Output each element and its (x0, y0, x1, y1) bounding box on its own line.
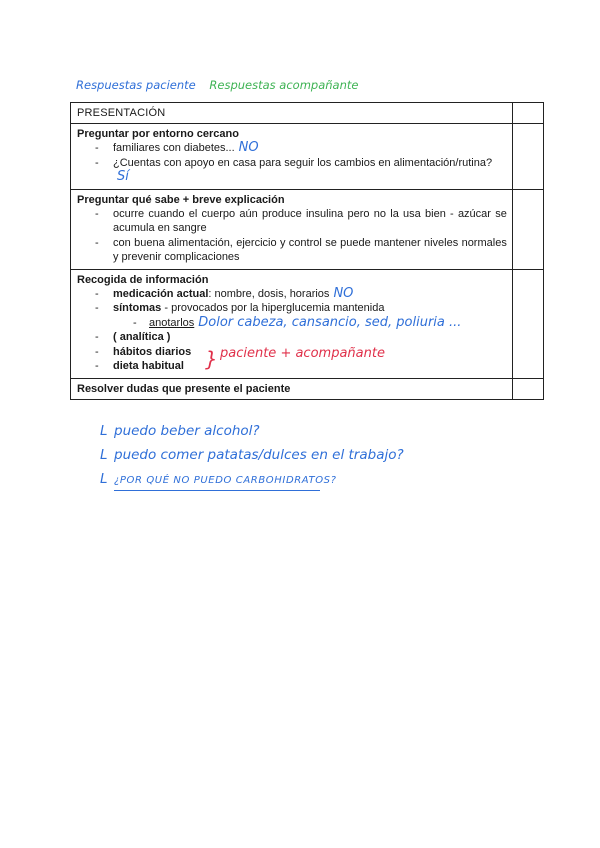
section-list (77, 141, 507, 185)
shared-answer: paciente + acompañante (220, 345, 385, 361)
header-cell (71, 103, 513, 124)
corner-arrow-icon: L (100, 423, 108, 439)
item-text: ¿Cuentas con apoyo en casa para seguir los cambios en alimentación/rutina? (113, 156, 493, 169)
legend-patient: Respuestas paciente (76, 78, 196, 92)
item-label: dieta habitual (113, 360, 184, 372)
section-row-entorno (71, 124, 544, 190)
table-header: PRESENTACIÓN (77, 107, 166, 119)
item-label: hábitos diarios (113, 345, 192, 358)
check-cell[interactable] (512, 378, 543, 399)
item-label: síntomas (113, 302, 162, 314)
item-label: ( analítica ) (113, 331, 171, 343)
question-note (100, 467, 404, 491)
check-cell[interactable] (512, 269, 543, 378)
brace-icon: } (205, 346, 218, 371)
section-title: Recogida de información (77, 273, 209, 286)
legend-companion: Respuestas acompañante (209, 78, 359, 92)
section-row-explicacion (71, 189, 544, 269)
checklist-table (70, 102, 544, 400)
question-text: puedo comer patatas/dulces en el trabajo? (114, 447, 404, 463)
patient-answer: NO (238, 140, 259, 155)
item-label: anotarlos (149, 316, 195, 329)
list-item (77, 141, 507, 156)
section-list (77, 207, 507, 265)
list-item: - ocurre cuando el cuerpo aún produce insulina pero no la usa bien - azúcar se acumula en sangre (77, 207, 507, 236)
list-item (77, 301, 507, 316)
check-cell[interactable] (512, 103, 543, 124)
table-header-row (71, 103, 544, 124)
section-title: Preguntar por entorno cercano (77, 128, 239, 140)
answer-legend (76, 78, 368, 92)
section-title: Preguntar qué sabe + breve explicación (77, 193, 285, 206)
section-cell (71, 124, 513, 190)
corner-arrow-icon: L (100, 471, 108, 487)
list-item (77, 156, 507, 185)
section-list (77, 287, 507, 374)
item-text: familiares con diabetes... (113, 142, 235, 154)
question-note (100, 443, 404, 467)
patient-answer: NO (333, 285, 354, 301)
check-cell[interactable] (512, 124, 543, 190)
item-text: : nombre, dosis, horarios (208, 287, 330, 300)
check-cell[interactable] (512, 189, 543, 269)
list-subitem (77, 316, 507, 331)
list-item: - con buena alimentación, ejercicio y control se puede mantener niveles normales y prevenir complicaciones (77, 236, 507, 265)
section-row-dudas (71, 378, 544, 399)
section-cell (71, 189, 513, 269)
section-cell (71, 269, 513, 378)
question-underline (114, 490, 320, 491)
patient-answer: Dolor cabeza, cansancio, sed, poliuria ... (198, 314, 462, 330)
section-row-recogida (71, 269, 544, 378)
patient-answer: Sí (117, 169, 129, 184)
item-text: - provocados por la hiperglucemia mantenida (161, 302, 385, 314)
item-label: medicación actual (113, 287, 209, 300)
list-item (77, 359, 507, 374)
question-note (100, 419, 404, 443)
patient-questions (100, 419, 404, 491)
section-cell (71, 378, 513, 399)
question-text: ¿POR QUÉ NO PUEDO CARBOHIDRATOS? (114, 475, 337, 486)
list-item (77, 287, 507, 302)
section-title: Resolver dudas que presente el paciente (77, 382, 291, 395)
list-item (77, 330, 507, 345)
corner-arrow-icon: L (100, 447, 108, 463)
question-text: puedo beber alcohol? (114, 423, 260, 439)
